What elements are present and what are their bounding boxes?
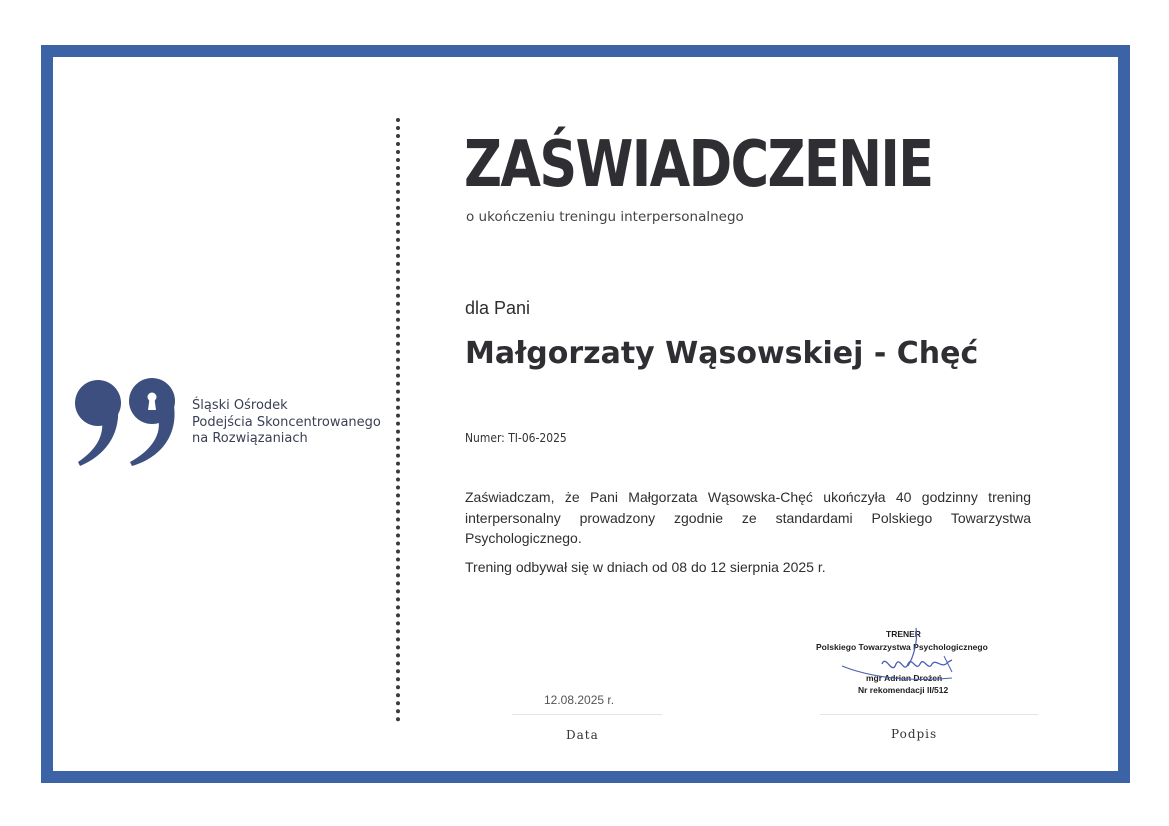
- stamp-name: mgr Adrian Drożeń: [866, 673, 943, 683]
- salutation: dla Pani: [465, 298, 531, 318]
- date-label: Data: [566, 728, 599, 742]
- body-paragraph: Trening odbywał się w dniach od 08 do 12 sierpnia 2025 r.: [465, 558, 826, 575]
- certificate-number: Numer: TI-06-2025: [465, 430, 567, 445]
- certificate-body: [465, 487, 1031, 585]
- date-value: 12.08.2025 r.: [544, 693, 615, 707]
- trainer-stamp: [812, 626, 1008, 702]
- certificate-subtitle: o ukończeniu treningu interpersonalnego: [466, 209, 744, 225]
- stamp-title: TRENER: [886, 629, 921, 639]
- stamp-recommendation: Nr rekomendacji II/512: [858, 685, 949, 695]
- stamp-organization: Polskiego Towarzystwa Psychologicznego: [816, 642, 988, 652]
- date-line: [512, 714, 662, 715]
- dotted-divider: [396, 118, 400, 722]
- signature-label: Podpis: [891, 727, 938, 741]
- handwritten-signature: [812, 626, 1008, 702]
- organization-name: Śląski Ośrodek Podejścia Skoncentrowanego na Rozwiązaniach: [192, 398, 381, 446]
- recipient-name: Małgorzaty Wąsowskiej - Chęć: [465, 336, 979, 371]
- organization-logo-icon: [74, 376, 182, 468]
- body-paragraph: Zaświadczam, że Pani Małgorzata Wąsowska-Chęć ukończyła 40 godzinny trening interpersonalny prowadzony zgodnie ze standardami Polskiego Towarzystwa Psychologicznego.: [465, 489, 1031, 546]
- certificate-title: ZAŚWIADCZENIE: [464, 128, 933, 202]
- signature-line: [820, 714, 1038, 715]
